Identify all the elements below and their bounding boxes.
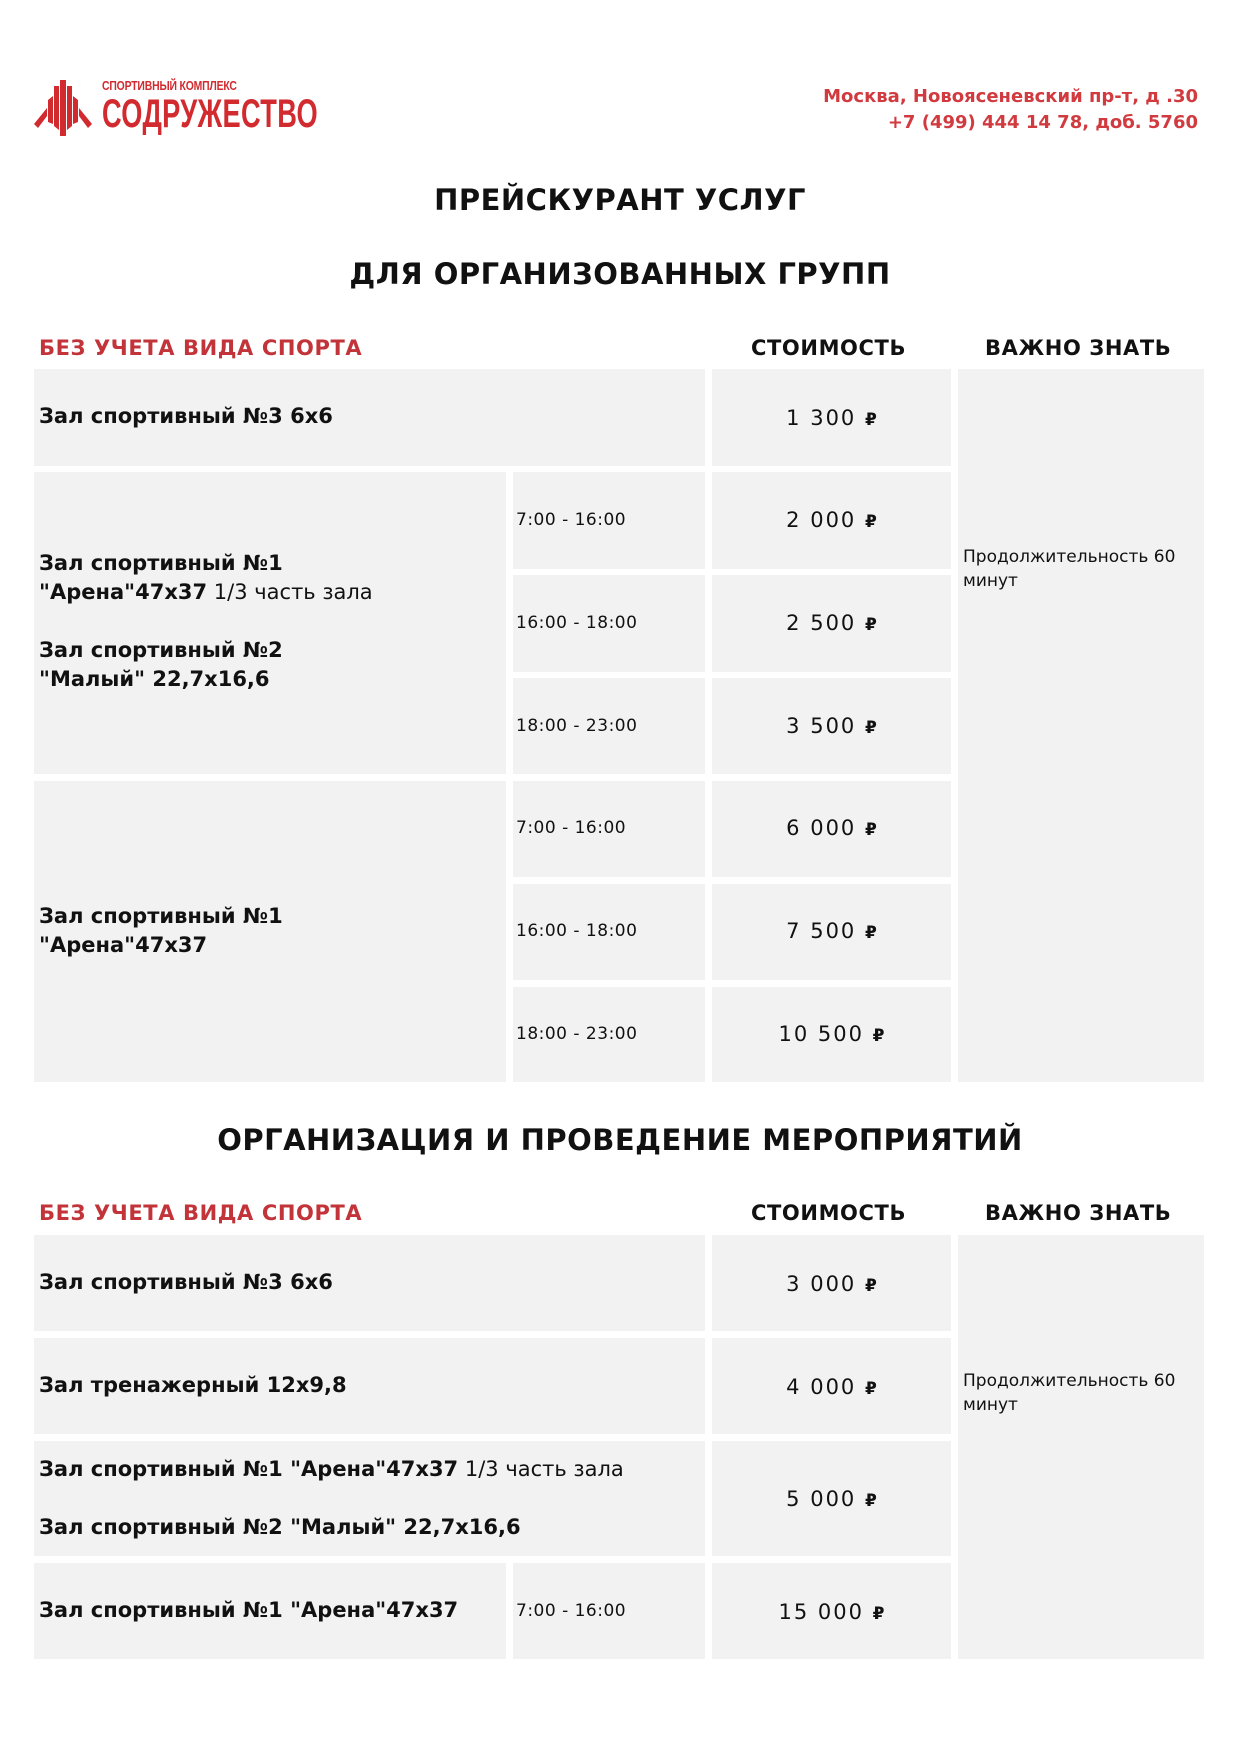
page-title: ПРЕЙСКУРАНТ УСЛУГ xyxy=(434,183,806,217)
time-range: 7:00 - 16:00 xyxy=(516,818,627,838)
price-value: 3 500 ₽ xyxy=(786,714,877,738)
price-value: 6 000 ₽ xyxy=(786,816,877,840)
section1-col-note: ВАЖНО ЗНАТЬ xyxy=(985,336,1172,360)
section2-title: ОРГАНИЗАЦИЯ И ПРОВЕДЕНИЕ МЕРОПРИЯТИЙ xyxy=(217,1123,1023,1157)
time-range: 16:00 - 18:00 xyxy=(516,613,638,633)
logo xyxy=(34,78,334,138)
price-value: 2 000 ₽ xyxy=(786,508,877,532)
price-value: 2 500 ₽ xyxy=(786,611,877,635)
hall-name: Зал спортивный №2 "Малый" 22,7х16,6 xyxy=(39,1515,521,1539)
hall-name: Зал спортивный №1 "Арена"47х37 1/3 часть зала xyxy=(39,551,373,604)
hall-name: Зал спортивный №3 6х6 xyxy=(39,1270,333,1294)
time-range: 18:00 - 23:00 xyxy=(516,1024,638,1044)
address: Москва, Новоясеневский пр-т, д .30 xyxy=(823,86,1198,107)
time-range: 18:00 - 23:00 xyxy=(516,716,638,736)
time-range: 7:00 - 16:00 xyxy=(516,1601,627,1621)
section2-col-price: СТОИМОСТЬ xyxy=(751,1201,907,1225)
hall-name: Зал спортивный №1 "Арена"47х37 xyxy=(39,904,283,957)
note-cell xyxy=(958,1235,1204,1659)
hall-name: Зал спортивный №1 "Арена"47х37 1/3 часть зала xyxy=(39,1457,624,1481)
logo-subtitle: СПОРТИВНЫЙ КОМПЛЕКС xyxy=(102,78,237,93)
table-row xyxy=(34,472,506,774)
contact-block xyxy=(823,84,1198,136)
section2-col-name: БЕЗ УЧЕТА ВИДА СПОРТА xyxy=(39,1201,363,1225)
price-value: 10 500 ₽ xyxy=(778,1022,885,1046)
note-cell xyxy=(958,369,1204,1082)
hall-name: Зал спортивный №2 "Малый" 22,7х16,6 xyxy=(39,638,283,691)
logo-wordmark: СОДРУЖЕСТВО xyxy=(102,92,319,136)
hall-name: Зал спортивный №3 6х6 xyxy=(39,404,333,428)
hall-name: Зал спортивный №1 "Арена"47х37 xyxy=(39,1598,459,1622)
section1-col-name: БЕЗ УЧЕТА ВИДА СПОРТА xyxy=(39,336,363,360)
price-value: 15 000 ₽ xyxy=(778,1600,885,1624)
section1-col-price: СТОИМОСТЬ xyxy=(751,336,907,360)
section2-col-note: ВАЖНО ЗНАТЬ xyxy=(985,1201,1172,1225)
price-value: 3 000 ₽ xyxy=(786,1272,877,1296)
logo-emblem-icon xyxy=(34,80,92,136)
price-value: 1 300 ₽ xyxy=(786,406,877,430)
time-range: 16:00 - 18:00 xyxy=(516,921,638,941)
duration-note: Продолжительность 60 минут xyxy=(963,1371,1176,1415)
section1-title: ДЛЯ ОРГАНИЗОВАННЫХ ГРУПП xyxy=(349,257,891,291)
phone: +7 (499) 444 14 78, доб. 5760 xyxy=(887,112,1198,133)
duration-note: Продолжительность 60 минут xyxy=(963,547,1176,591)
time-range: 7:00 - 16:00 xyxy=(516,510,627,530)
hall-name: Зал тренажерный 12х9,8 xyxy=(39,1373,347,1397)
price-value: 4 000 ₽ xyxy=(786,1375,877,1399)
price-value: 5 000 ₽ xyxy=(786,1487,877,1511)
price-value: 7 500 ₽ xyxy=(786,919,877,943)
